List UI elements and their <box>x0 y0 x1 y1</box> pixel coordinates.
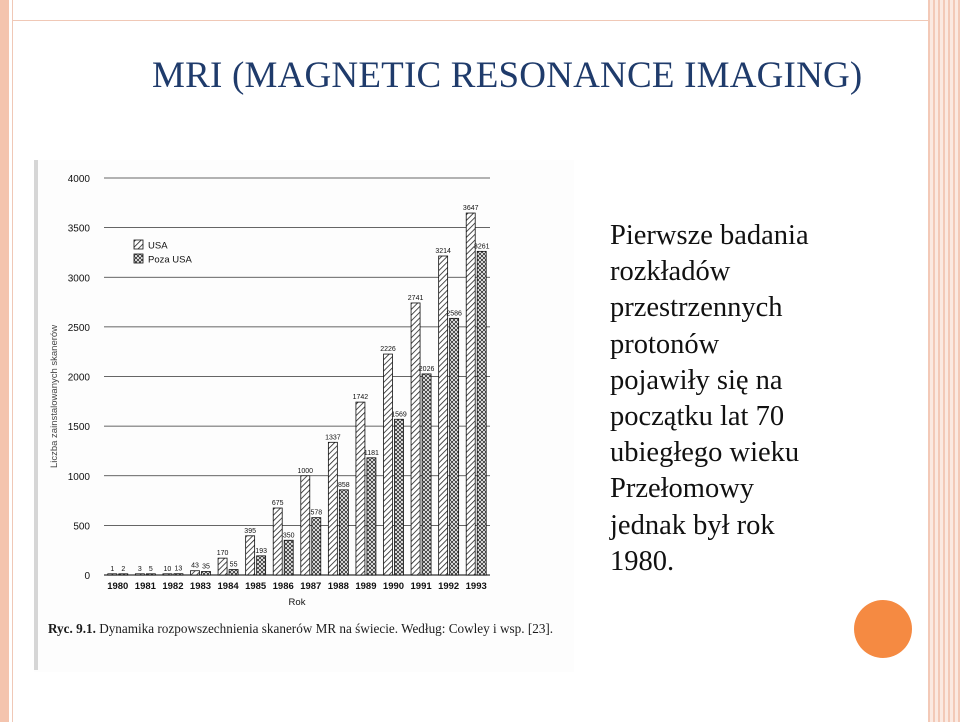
data-label-usa: 43 <box>191 562 199 570</box>
y-tick-label: 3000 <box>67 273 90 285</box>
y-tick-label: 0 <box>84 571 90 582</box>
data-label-usa: 3647 <box>462 205 479 213</box>
x-tick-label: 1985 <box>245 581 267 592</box>
bar-usa <box>135 574 144 575</box>
title-part: ) <box>849 55 863 96</box>
slide-title <box>152 54 862 97</box>
data-label-poza-usa: 13 <box>174 565 183 573</box>
body-line: protonów <box>610 328 720 360</box>
bar-poza-usa <box>367 458 376 575</box>
bar-poza-usa <box>229 570 238 575</box>
bar-poza-usa <box>395 419 404 575</box>
data-label-poza-usa: 858 <box>338 481 350 489</box>
body-line: Pierwsze badania <box>610 220 809 251</box>
data-label-poza-usa: 2026 <box>418 365 435 373</box>
body-line: początku lat 70 <box>610 401 785 433</box>
grid-layer <box>104 178 490 575</box>
bar-usa <box>163 574 172 575</box>
data-label-usa: 10 <box>163 565 172 573</box>
body-line: Przełomowy <box>610 473 755 505</box>
caption-label: Ryc. 9.1. <box>48 621 96 636</box>
y-tick-label: 2500 <box>67 322 90 334</box>
x-tick-label: 1986 <box>272 581 294 592</box>
bar-chart <box>34 160 574 620</box>
bar-poza-usa <box>339 490 348 575</box>
title-part: ESONANCE <box>475 55 685 96</box>
data-label-usa: 170 <box>216 550 229 558</box>
bar-usa <box>246 536 255 575</box>
bar-usa <box>218 558 227 575</box>
title-part: R <box>450 55 476 96</box>
legend-label: Poza USA <box>148 254 192 266</box>
figure-caption <box>48 620 568 637</box>
data-label-poza-usa: 193 <box>255 547 267 555</box>
title-part: I <box>684 55 697 96</box>
data-label-usa: 2741 <box>407 294 424 302</box>
chart-legend <box>134 240 192 266</box>
y-axis-label: Liczba zainstalowanych skanerów <box>49 324 60 469</box>
data-label-poza-usa: 2 <box>121 565 126 573</box>
data-label-poza-usa: 55 <box>229 561 238 569</box>
x-tick-label: 1984 <box>217 581 239 592</box>
bar-usa <box>439 256 448 575</box>
y-tick-label: 4000 <box>67 174 90 185</box>
x-tick-label: 1993 <box>465 581 487 592</box>
body-line: jednak był rok <box>610 509 775 541</box>
axis-layer <box>49 174 487 608</box>
slide-body-text <box>610 218 910 580</box>
x-tick-label: 1989 <box>355 581 377 592</box>
bar-poza-usa <box>422 374 431 575</box>
left-decor-line <box>12 0 13 722</box>
left-decor-stripe <box>0 0 9 722</box>
x-tick-label: 1991 <box>410 581 432 592</box>
data-label-usa: 2226 <box>380 346 396 354</box>
bar-usa <box>108 574 117 575</box>
x-tick-label: 1992 <box>438 581 460 592</box>
bar-usa <box>301 476 310 575</box>
decorative-orange-circle <box>854 600 912 658</box>
bar-usa <box>191 571 200 575</box>
bar-usa <box>411 303 420 575</box>
x-tick-label: 1981 <box>134 581 156 592</box>
bar-usa <box>328 442 337 575</box>
body-line: 1980. <box>610 545 675 577</box>
data-label-usa: 1 <box>110 565 115 573</box>
bar-poza-usa <box>146 574 155 575</box>
data-label-poza-usa: 1181 <box>363 449 379 457</box>
data-label-usa: 395 <box>244 527 256 535</box>
x-tick-label: 1987 <box>300 581 322 592</box>
y-tick-label: 1000 <box>67 471 90 483</box>
data-label-poza-usa: 350 <box>282 532 295 540</box>
bar-usa <box>384 354 393 575</box>
data-label-poza-usa: 35 <box>202 563 210 571</box>
legend-swatch <box>134 254 143 263</box>
bar-poza-usa <box>312 518 321 575</box>
x-tick-label: 1990 <box>382 581 405 592</box>
bar-poza-usa <box>119 574 128 575</box>
title-part: AGNETIC <box>277 55 451 96</box>
bar-poza-usa <box>450 318 459 575</box>
bars-layer <box>108 213 486 575</box>
data-label-usa: 3 <box>137 565 142 573</box>
x-tick-label: 1980 <box>107 581 129 592</box>
legend-label: USA <box>148 240 168 252</box>
bar-poza-usa <box>257 556 266 575</box>
top-decor-line <box>12 20 928 21</box>
x-tick-label: 1982 <box>162 581 184 592</box>
y-tick-label: 2000 <box>67 372 90 384</box>
x-tick-label: 1988 <box>327 581 349 592</box>
title-part: MAGING <box>696 55 850 96</box>
data-label-poza-usa: 5 <box>148 565 153 573</box>
y-tick-label: 500 <box>73 521 90 533</box>
title-part: MRI (M <box>152 55 278 96</box>
data-label-poza-usa: 2586 <box>446 310 462 318</box>
legend-swatch <box>134 240 143 249</box>
data-label-usa: 1742 <box>352 394 369 402</box>
x-axis-label: Rok <box>288 597 306 608</box>
bar-poza-usa <box>477 251 486 575</box>
body-line: ubiegłego wieku <box>610 437 800 469</box>
data-label-usa: 675 <box>271 500 284 508</box>
caption-text: Dynamika rozpowszechnienia skanerów MR na świecie. Według: Cowley i wsp. [23]. <box>95 621 554 636</box>
x-tick-label: 1983 <box>189 581 212 592</box>
bar-usa <box>356 402 365 575</box>
data-label-usa: 1337 <box>325 434 341 442</box>
bar-poza-usa <box>284 540 293 575</box>
body-line: przestrzennych <box>610 292 783 324</box>
y-tick-label: 3500 <box>67 223 90 235</box>
bar-poza-usa <box>202 572 211 575</box>
y-tick-label: 1500 <box>67 422 90 434</box>
bar-poza-usa <box>174 574 183 575</box>
data-label-poza-usa: 3261 <box>473 243 490 251</box>
body-line: pojawiły się na <box>610 364 783 396</box>
data-label-poza-usa: 1569 <box>391 411 407 419</box>
data-label-poza-usa: 578 <box>310 509 323 517</box>
bar-usa <box>466 213 475 575</box>
right-decor-stripes <box>928 0 960 722</box>
body-line: rozkładów <box>610 256 731 288</box>
bar-usa <box>273 508 282 575</box>
data-label-usa: 1000 <box>297 467 314 475</box>
data-label-usa: 3214 <box>435 248 451 256</box>
